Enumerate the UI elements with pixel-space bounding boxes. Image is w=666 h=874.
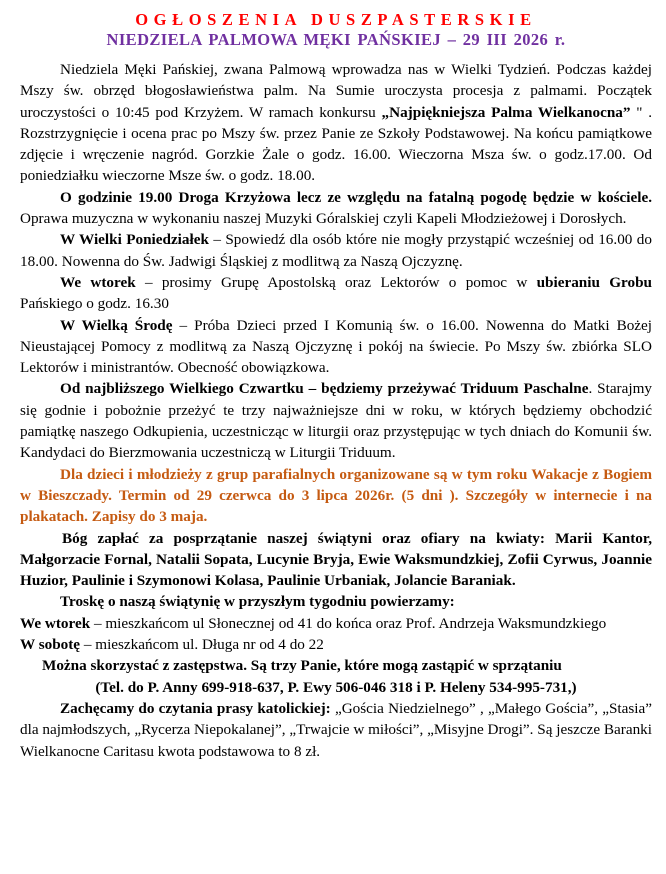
cleaning-saturday-heading: W sobotę [20,636,81,654]
holy-monday-text: – Spowiedź dla osób które nie mogły przystąpić wcześniej od 16.00 do 18.00. Nowenna do Św. Jadwigi Śląskiej z modlitwą za Naszą Ojczyznę. [20,231,652,270]
paragraph-tuesday [20,272,652,315]
stations-of-cross-text: Oprawa muzyczna w wykonaniu naszej Muzyki Góralskiej czyli Kapeli Młodzieżowej i Dorosłych. [20,210,627,228]
tuesday-text-cont: Pańskiego o godz. 16.30 [20,295,169,313]
triduum-text: . Starajmy się godnie i pobożnie przeżyć te trzy najważniejsze dni w roku, w których będziemy obchodzić pamiątkę naszego Odkupienia, uczestnicząc w liturgii oraz przystępując w tych dniach do Komunii św. Kandydaci do Bierzmowania uczestniczą w Liturgii Triduum. [20,380,652,462]
tuesday-text: – prosimy Grupę Apostolską oraz Lektorów o pomoc w [135,273,537,291]
paragraph-phone-numbers: (Tel. do P. Anny 699-918-637, P. Ewy 506-046 318 i P. Heleny 534-995-731,) [95,678,577,696]
paragraph-holy-wednesday [20,315,652,379]
palm-sunday-text-cont: " . Rozstrzygnięcie i ocena prac po Mszy św. przez Panie ze Szkoły Podstawowej. Na końcu pamiątkowe zdjęcie i wręczenie nagród. Gorzkie Żale o godz. 16.00. Wieczorna Msza św. o godz.17.00. Od poniedziałku wieczorne Msze św. o godz. 18.00. [20,103,653,185]
page-title: OGŁOSZENIA DUSZPASTERSKIE [135,10,537,29]
paragraph-holy-monday [20,229,652,272]
paragraph-summer-camp: Dla dzieci i młodzieży z grup parafialnych organizowane są w tym roku Wakacje z Bogiem w Bieszczady. Termin od 29 czerwca do 3 lipca 2026r. (5 dni ). Szczegóły w internecie i na plakatach. Zapisy do 3 maja. [20,465,652,526]
paragraph-palm-sunday [20,59,652,187]
catholic-press-heading: Zachęcamy do czytania prasy katolickiej: [60,699,331,717]
paragraph-cleaning-tuesday [20,613,652,634]
paragraph-triduum [20,378,652,463]
paragraph-thanks: Bóg zapłać za posprzątanie naszej świątyni oraz ofiary na kwiaty: Marii Kantor, Małgorzacie Fornal, Natalii Sopata, Lucynie Bryja, Ewie Waksmundzkiej, Zofii Cyrwus, Joannie Huzior, Paulinie i Szymonowi Kolasa, Paulinie Urbaniak, Jolancie Baraniak. [20,529,652,590]
palm-sunday-text: Niedziela Męki Pańskiej, zwana Palmową wprowadza nas w Wielki Tydzień. Podczas każdej Mszy św. obrzęd błogosławieństwa palm. Na Sumie uroczysta procesja z palmami. Początek uroczystości o 10:45 pod Krzyżem. W ramach konkursu [20,61,652,121]
tomb-decoration: ubieraniu Grobu [536,273,652,291]
cleaning-tuesday-heading: We wtorek [20,614,91,632]
cleaning-tuesday-text: – mieszkańcom ul Słonecznej od 41 do końca oraz Prof. Andrzeja Waksmundzkiego [90,614,607,632]
triduum-heading: Od najbliższego Wielkiego Czwartku – będziemy przeżywać Triduum Paschalne [60,380,589,398]
paragraph-stations-of-cross [20,187,652,230]
holy-wednesday-text: – Próba Dzieci przed I Komunią św. o 16.00. Nowenna do Matki Bożej Nieustającej Pomocy z modlitwą za Naszą Ojczyznę i pokój na świecie. Po Mszy św. zbiórka SLO Lektorów i ministrantów. Obecność obowiązkowa. [20,316,652,377]
paragraph-cleaning-intro: Troskę o naszą świątynię w przyszłym tygodniu powierzamy: [60,593,455,611]
paragraph-cleaning-saturday [20,634,652,655]
holy-wednesday-heading: W Wielką Środę [60,316,173,334]
cleaning-saturday-text: – mieszkańcom ul. Długa nr od 4 do 22 [80,636,324,654]
paragraph-substitutes: Można skorzystać z zastępstwa. Są trzy Panie, które mogą zastąpić w sprzątaniu [42,657,562,675]
tuesday-heading: We wtorek [60,273,136,291]
paragraph-catholic-press [20,698,652,762]
catholic-press-text: „Gościa Niedzielnego” , „Małego Gościa”, „Stasia” dla najmłodszych, „Rycerza Niepokalanej”, „Trwajcie w miłości”, „Misyjne Drogi”. Są jeszcze Baranki Wielkanocne Caritasu kwota podstawowa to 8 zł. [20,699,652,760]
page-subtitle: NIEDZIELA PALMOWA MĘKI PAŃSKIEJ – 29 III 2026 r. [106,30,566,49]
contest-name: „Najpiękniejsza Palma Wielkanocna” [381,103,631,121]
holy-monday-heading: W Wielki Poniedziałek [60,231,209,249]
stations-of-cross-heading: O godzinie 19.00 Droga Krzyżowa lecz ze względu na fatalną pogodę będzie w kościele. [60,188,652,206]
